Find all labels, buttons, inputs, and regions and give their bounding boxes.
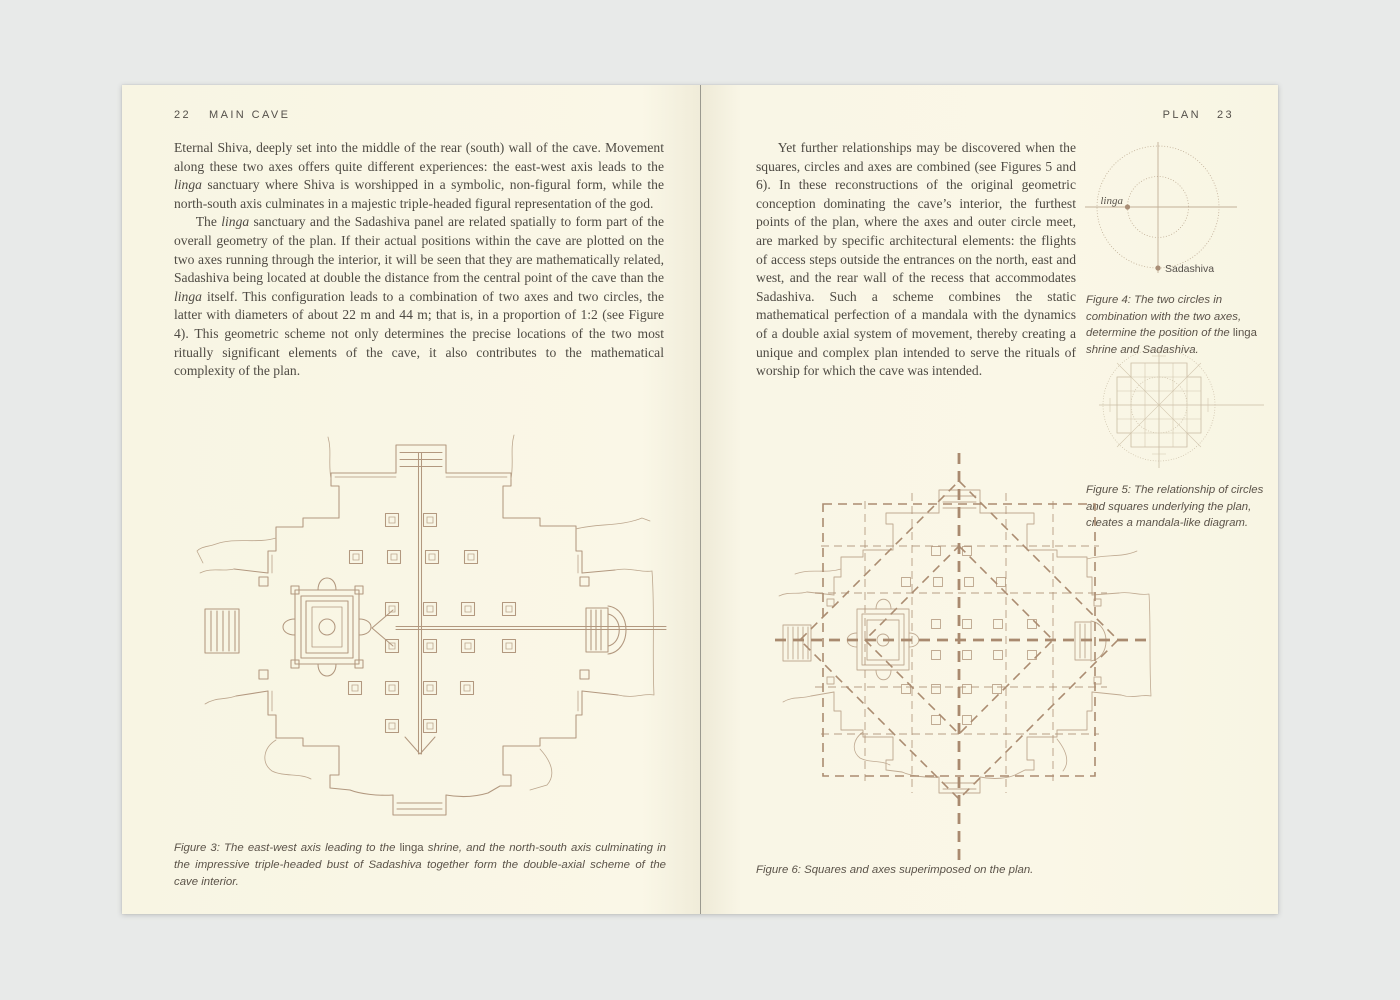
figure4-caption: Figure 4: The two circles in combination with the two axes, determine the position of the linga shrine and Sadashiva.	[1086, 294, 1257, 356]
book-spread	[122, 85, 1278, 914]
running-head-right	[1163, 109, 1234, 121]
body-text-right	[756, 139, 1076, 381]
figure5-caption: Figure 5: The relationship of circles and squares underlying the plan, creates a mandala-like diagram.	[1086, 484, 1264, 530]
paragraph: Eternal Shiva, deeply set into the middle of the rear (south) wall of the cave. Movement along these two axes offers quite different experiences: the east-west axis leads to the linga sanctuary where Shiva is worshipped in a symbolic, non-figural form, while the north-south axis culminates in a majestic triple-headed figural representation of the god.	[174, 140, 664, 211]
figure6-caption: Figure 6: Squares and axes superimposed on the plan.	[756, 864, 1034, 877]
sadashiva-point	[1155, 265, 1160, 270]
page-left	[122, 85, 700, 914]
page-number-right: 23	[1216, 109, 1234, 121]
figure5-mandala-diagram	[1096, 348, 1271, 470]
page-right	[700, 85, 1278, 914]
body-text-left	[174, 139, 664, 381]
linga-point	[1125, 204, 1130, 209]
running-head-title-left: MAIN CAVE	[209, 109, 291, 121]
figure6-plan-overlay-drawing	[763, 453, 1163, 863]
linga-shrine	[283, 578, 371, 676]
figure3-caption: Figure 3: The east-west axis leading to the linga shrine, and the north-south axis culminating in the impressive triple-headed bust of Sadashiva together form the double-axial scheme of the cave interior.	[174, 842, 666, 889]
axis-arrows	[372, 453, 666, 754]
figure3-cave-plan-drawing	[178, 423, 670, 819]
pillar-grid	[349, 514, 516, 733]
linga-label: linga	[1100, 195, 1123, 207]
dashed-overlay	[775, 453, 1151, 861]
figure4-circles-diagram	[1081, 140, 1241, 275]
sadashiva-label: Sadashiva	[1165, 263, 1215, 275]
running-head-left	[174, 109, 290, 121]
paragraph: The linga sanctuary and the Sadashiva panel are related spatially to form part of the overall geometry of the plan. If their actual positions within the cave are plotted on the two axes running through the interior, it will be seen that they are mathematically related, Sadashiva being located at double the distance from the central point of the cave than the linga itself. This configuration leads to a combination of two axes and two circles, the latter with diameters of about 22 m and 44 m; that is, in a proportion of 1:2 (see Figure 4). This geometric scheme not only determines the precise locations of the two most ritually significant elements of the cave, it also contributes to the mathematical complexity of the plan.	[174, 214, 664, 379]
page-number-left: 22	[174, 109, 192, 121]
running-head-title-right: PLAN	[1162, 109, 1201, 121]
paragraph: Yet further relationships may be discovered when the squares, circles and axes are combined (see Figures 5 and 6). In these reconstructions of the original geometric conception dominating the cave’s interior, the furthest points of the plan, where the axes and outer circle meet, are marked by specific architectural elements: the flights of access steps outside the entrances on the north, east and west, and the rear wall of the recess that accommodates Sadashiva. Such a scheme combines the static mathematical perfection of a mandala with the dynamics of a double axial system of movement, thereby creating a unique and complex plan intended to serve the rituals of worship for which the cave was intended.	[756, 140, 1076, 379]
